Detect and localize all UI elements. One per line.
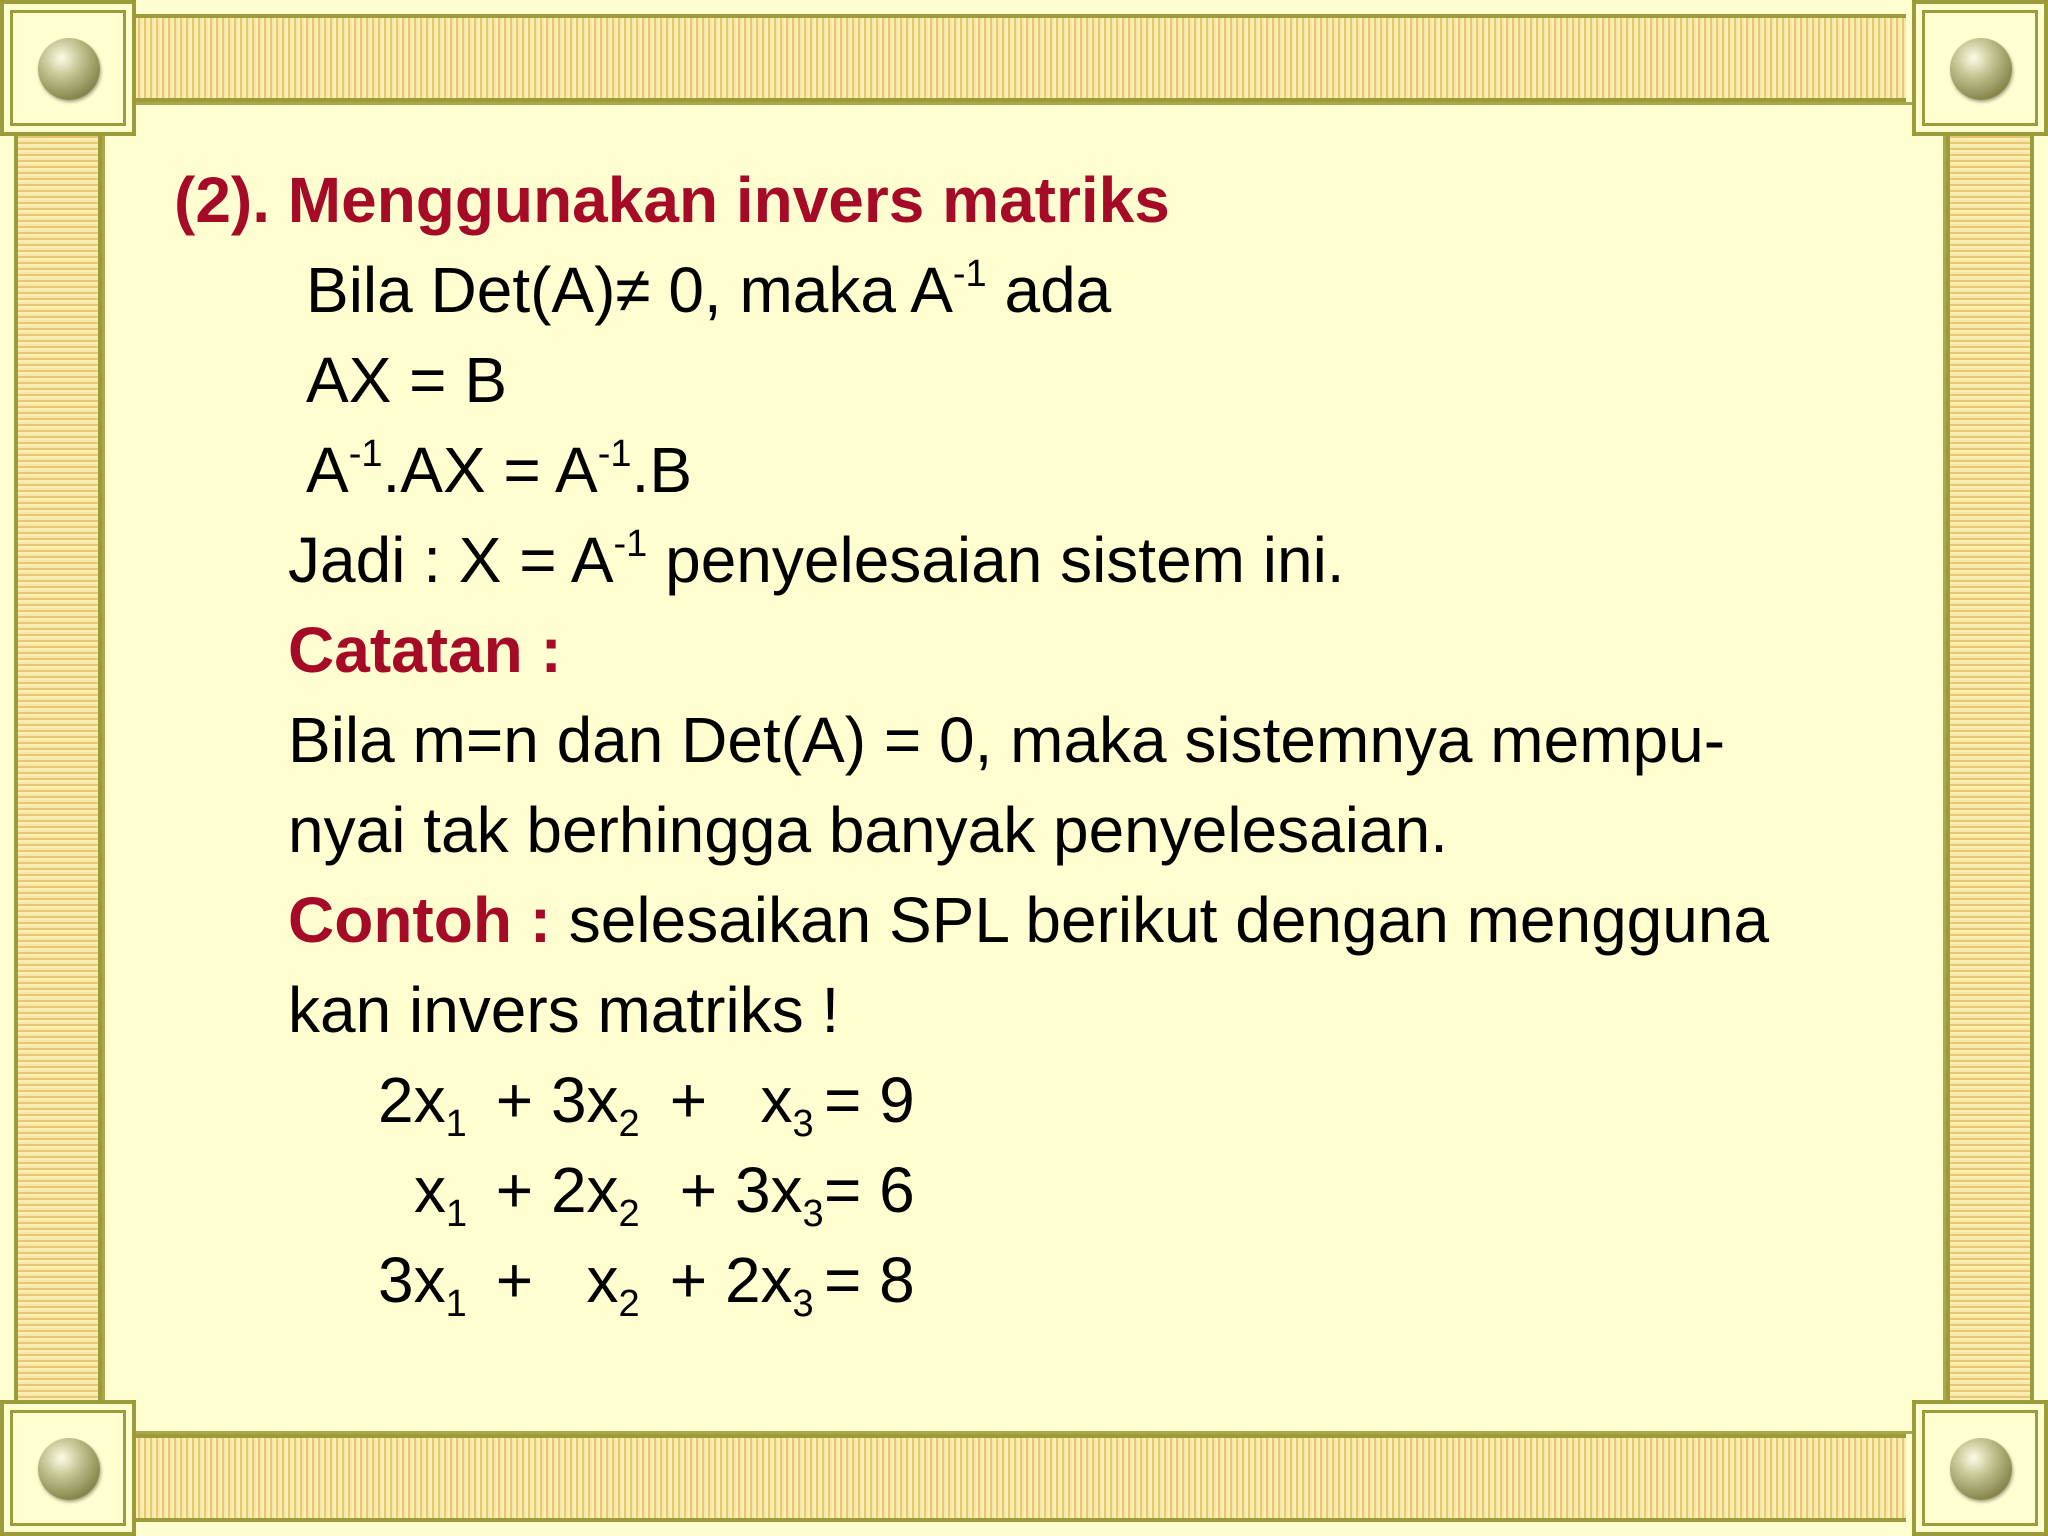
eq-term-2 <box>478 1064 640 1145</box>
eq-term-3 <box>652 1064 814 1145</box>
text-segment: x <box>414 1154 446 1226</box>
text-segment: + x <box>652 1064 793 1136</box>
text-segment: .B <box>631 434 692 506</box>
eq-term-3 <box>652 1244 814 1325</box>
text-line-3 <box>306 433 692 506</box>
eq-term-1 <box>378 1064 467 1145</box>
text-segment: + 3x <box>478 1064 619 1136</box>
slide-heading: (2). Menggunakan invers matriks <box>174 164 1170 236</box>
corner-top-right <box>1912 0 2048 136</box>
corner-bottom-right <box>1912 1400 2048 1536</box>
eq-term-1 <box>414 1154 468 1235</box>
example-label: Contoh : <box>288 884 551 956</box>
frame-right <box>1946 136 2034 1400</box>
subscript: 1 <box>445 1103 467 1145</box>
example-line-1 <box>288 884 1770 956</box>
frame-left <box>14 136 102 1400</box>
knob-icon <box>38 1438 100 1500</box>
subscript: 1 <box>446 1193 468 1235</box>
text-segment: ada <box>986 254 1112 326</box>
frame-bottom <box>136 1434 1906 1522</box>
knob-icon <box>1950 38 2012 100</box>
eq-term-2 <box>478 1154 640 1235</box>
text-segment: Jadi : X = A <box>288 524 614 596</box>
text-segment: + 2x <box>478 1154 619 1226</box>
example-line-2: kan invers matriks ! <box>288 974 840 1046</box>
subscript: 2 <box>618 1283 640 1325</box>
text-segment: + 3x <box>662 1154 803 1226</box>
text-segment: 2x <box>378 1064 446 1136</box>
eq-rhs: = 6 <box>824 1154 915 1226</box>
knob-icon <box>1950 1438 2012 1500</box>
corner-bottom-left <box>0 1400 136 1536</box>
superscript: -1 <box>348 433 383 475</box>
subscript: 1 <box>445 1283 467 1325</box>
text-line-1 <box>306 253 1112 326</box>
text-segment: 3x <box>378 1244 446 1316</box>
eq-rhs: = 8 <box>824 1244 915 1316</box>
subscript: 2 <box>618 1103 640 1145</box>
eq-term-3 <box>662 1154 824 1235</box>
subscript: 3 <box>792 1103 814 1145</box>
text-segment: penyelesaian sistem ini. <box>647 524 1345 596</box>
text-segment: + 2x <box>652 1244 793 1316</box>
subscript: 3 <box>802 1193 824 1235</box>
subscript: 2 <box>618 1193 640 1235</box>
note-label: Catatan : <box>288 614 562 686</box>
text-segment: .AX = A <box>382 434 598 506</box>
eq-rhs: = 9 <box>824 1064 915 1136</box>
subscript: 3 <box>792 1283 814 1325</box>
frame-top <box>136 14 1906 102</box>
text-line-4 <box>288 523 1345 596</box>
knob-icon <box>38 38 100 100</box>
text-segment: A <box>306 434 349 506</box>
note-line-1: Bila m=n dan Det(A) = 0, maka sistemnya mempu- <box>288 704 1725 776</box>
corner-top-left <box>0 0 136 136</box>
superscript: -1 <box>952 253 987 295</box>
example-text: selesaikan SPL berikut dengan mengguna <box>551 884 1770 956</box>
superscript: -1 <box>597 433 632 475</box>
text-segment: + x <box>478 1244 619 1316</box>
superscript: -1 <box>613 523 648 565</box>
text-segment: Bila Det(A)≠ 0, maka A <box>306 254 953 326</box>
eq-term-1 <box>378 1244 467 1325</box>
eq-term-2 <box>478 1244 640 1325</box>
note-line-2: nyai tak berhingga banyak penyelesaian. <box>288 794 1448 866</box>
text-line-2: AX = B <box>306 344 507 416</box>
